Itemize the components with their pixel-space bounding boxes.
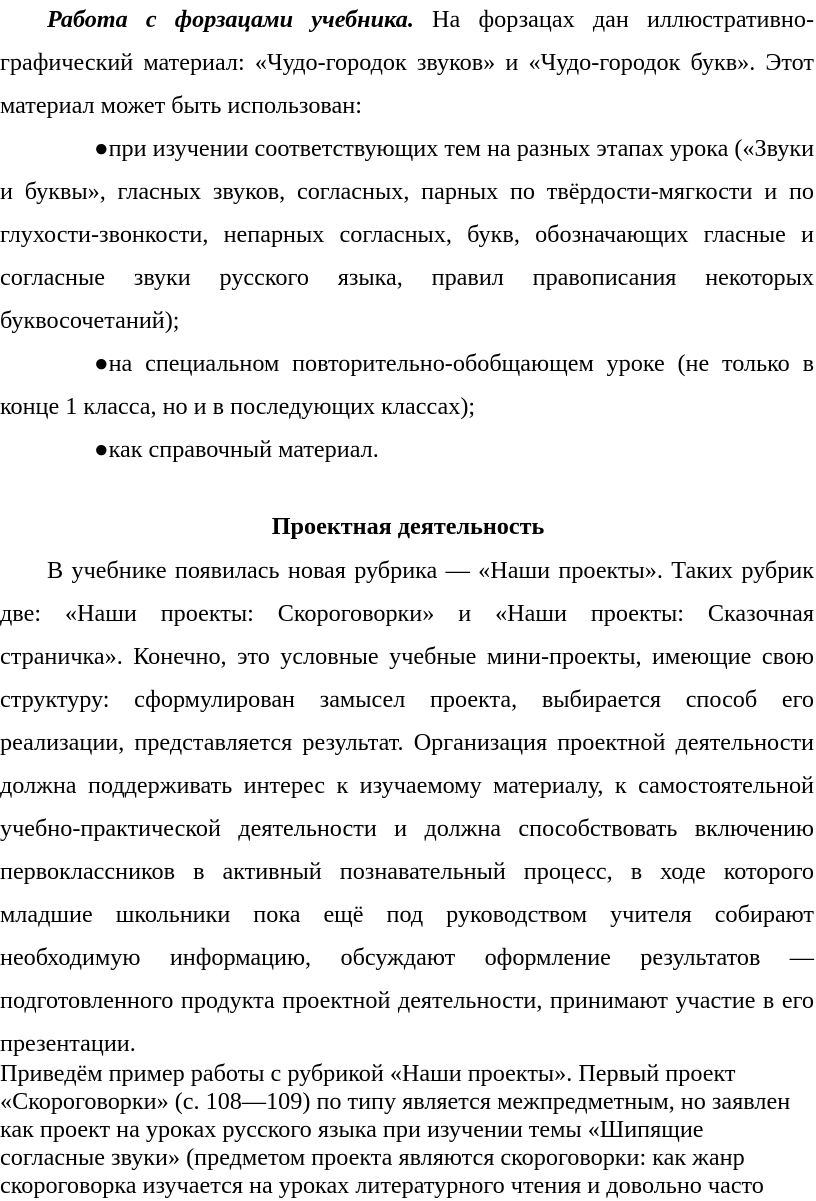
bullet-icon: ● (94, 436, 109, 463)
bullet-item (0, 428, 814, 471)
bullet-icon: ● (94, 135, 109, 162)
intro-block (0, 0, 814, 471)
example-line: скороговорка изучается на уроках литературного чтения и довольно часто (0, 1172, 764, 1199)
bullet-text: как справочный материал. (108, 436, 379, 463)
example-block (0, 1060, 814, 1200)
intro-title: Работа с форзацами учебника. (47, 6, 414, 33)
intro-text: На форзацах дан иллюстративно-графический материал: «Чудо-городок звуков» и «Чудо-городок букв». Этот материал может быть использован: (0, 6, 815, 119)
section-paragraph: В учебнике появилась новая рубрика — «Наши проекты». Таких рубрик две: «Наши проекты: Скороговорки» и «Наши проекты: Сказочная страничка». Конечно, это условные учебные мини-проекты, имеющие свою структуру: сформулирован замысел проекта, выбирается способ его реализации, представляется результат. Организация проектной деятельности должна поддерживать интерес к изучаемому материалу, к самостоятельной учебно-практической деятельности и должна способствовать включению первоклассников в активный познавательный процесс, в ходе которого младшие школьники пока ещё под руководством учителя собирают необходимую информацию, обсуждают оформление результатов — подготовленного продукта проектной деятельности, принимают участие в его презентации. (0, 557, 814, 1057)
bullet-icon: ● (94, 350, 109, 377)
bullet-item (0, 127, 814, 342)
bullet-text: при изучении соответствующих тем на разных этапах урока («Звуки и буквы», гласных звуков, согласных, парных по твёрдости-мягкости и по глухости-звонкости, непарных согласных, букв, обозначающих гласные и согласные звуки русского языка, правил правописания некоторых буквосочетаний); (0, 135, 815, 334)
intro-paragraph (0, 0, 814, 127)
bullet-text: на специальном повторительно-обобщающем уроке (не только в конце 1 класса, но и в последующих классах); (0, 350, 814, 420)
example-line: «Скороговорки» (с. 108—109) по типу является межпредметным, но заявлен (0, 1088, 791, 1115)
example-line: как проект на уроках русского языка при изучении темы «Шипящие (0, 1116, 704, 1143)
example-line: Приведём пример работы с рубрикой «Наши проекты». Первый проект (0, 1060, 736, 1087)
section-body (0, 549, 814, 1065)
example-line: согласные звуки» (предметом проекта являются скороговорки: как жанр (0, 1144, 745, 1171)
bullet-item (0, 342, 814, 428)
section-heading: Проектная деятельность (271, 513, 545, 540)
